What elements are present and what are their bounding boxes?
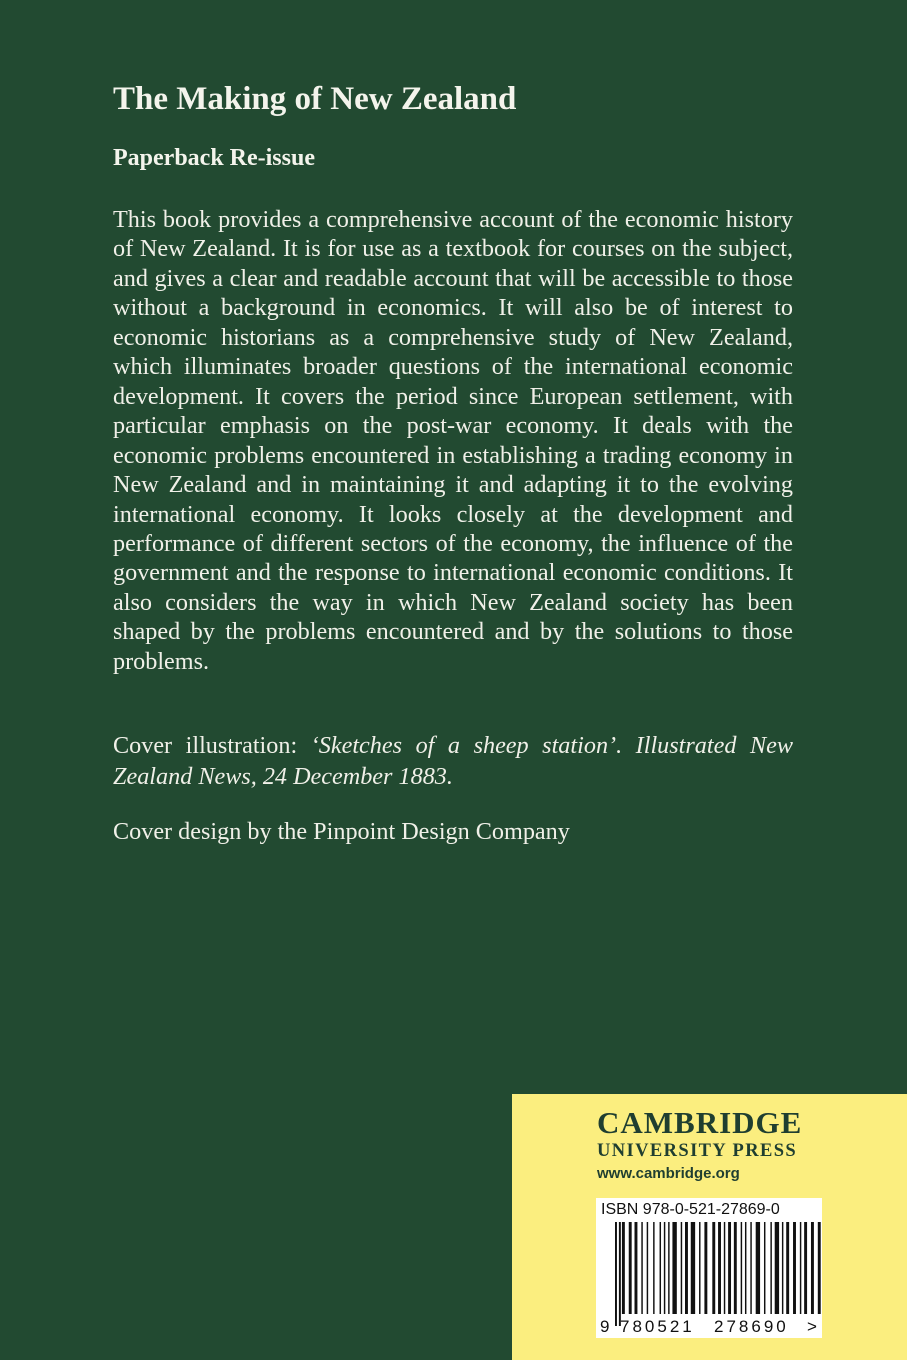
barcode-bar (685, 1222, 688, 1314)
publisher-name: CAMBRIDGE (597, 1105, 803, 1140)
barcode-icon (596, 1198, 822, 1338)
barcode-digits-left: 780521 (620, 1317, 695, 1336)
edition-label: Paperback Re-issue (113, 145, 315, 171)
barcode-lead-digit: 9 (600, 1317, 610, 1336)
isbn-label: ISBN 978-0-521-27869-0 (601, 1201, 780, 1218)
credit-source: ‘Sketches of a sheep station’. Illustrated New Zealand News, 24 December 1883. (113, 732, 793, 790)
barcode-bar (691, 1222, 695, 1314)
barcode-quiet-mark: > (807, 1317, 817, 1336)
barcode-bar (818, 1222, 821, 1314)
publisher-subname: UNIVERSITY PRESS (597, 1141, 798, 1161)
barcode-bar (745, 1222, 746, 1314)
barcode-bar (635, 1222, 638, 1314)
barcode-bar (622, 1222, 625, 1314)
barcode-bar (764, 1222, 765, 1314)
barcode-bar (664, 1222, 665, 1314)
barcode-bar (641, 1222, 642, 1314)
cover-illustration-credit (113, 730, 793, 792)
barcode-bar (741, 1222, 742, 1314)
barcode-bar (704, 1222, 707, 1314)
barcode-bar (699, 1222, 700, 1314)
isbn-barcode-panel (596, 1198, 822, 1338)
barcode-bar (647, 1222, 648, 1314)
publisher-panel (512, 1094, 907, 1360)
barcode-bar (660, 1222, 661, 1314)
barcode-bar (782, 1222, 783, 1314)
barcode-bar (770, 1222, 771, 1314)
barcode-guard-bar (619, 1222, 621, 1326)
barcode-bar (724, 1222, 725, 1314)
barcode-bar (668, 1222, 669, 1314)
barcode-bar (728, 1222, 731, 1314)
book-description: This book provides a comprehensive account of the economic history of New Zealand. It is for use as a textbook for courses on the subject, and gives a clear and readable account that will be accessible to those without a background in economics. It will also be of interest to economic historians as a comprehensive study of New Zealand, which illuminates broader questions of the international economic development. It covers the period since European settlement, with particular emphasis on the post-war economy. It deals with the economic problems encountered in establishing a trading economy in New Zealand and in maintaining it and adapting it to the evolving international economy. It looks closely at the development and performance of different sectors of the economy, the influence of the government and the response to international economic conditions. It also considers the way in which New Zealand society has been shaped by the problems encountered and by the solutions to those problems. (113, 206, 793, 675)
credit-prefix: Cover illustration: (113, 732, 311, 759)
barcode-bar (811, 1222, 814, 1314)
barcode-bar (775, 1222, 779, 1314)
barcode-guard-bar (615, 1222, 617, 1326)
barcode-bar (756, 1222, 760, 1314)
barcode-bar (734, 1222, 737, 1314)
barcode-bar (786, 1222, 789, 1314)
barcode-bar (718, 1222, 721, 1314)
barcode-bar (804, 1222, 807, 1314)
barcode-bar (653, 1222, 654, 1314)
barcode-bar (672, 1222, 676, 1314)
cover-design-credit: Cover design by the Pinpoint Design Company (113, 818, 570, 845)
book-title: The Making of New Zealand (113, 81, 517, 117)
barcode-bar (681, 1222, 682, 1314)
publisher-url: www.cambridge.org (597, 1165, 740, 1182)
barcode-bar (793, 1222, 796, 1314)
barcode-bar (712, 1222, 715, 1314)
barcode-bar (629, 1222, 632, 1314)
barcode-digits-right: 278690 (714, 1317, 789, 1336)
barcode-bar (800, 1222, 801, 1314)
barcode-bar (750, 1222, 751, 1314)
